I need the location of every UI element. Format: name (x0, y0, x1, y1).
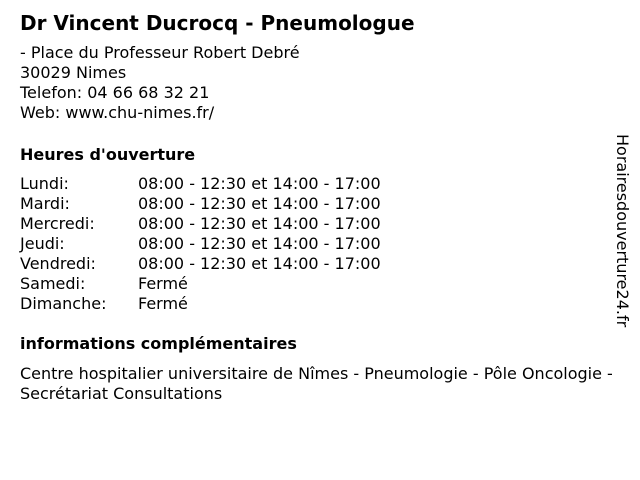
address-web: Web: www.chu-nimes.fr/ (20, 103, 215, 122)
hours-time: 08:00 - 12:30 et 14:00 - 17:00 (138, 174, 381, 193)
hours-day: Mardi: (20, 194, 70, 213)
info-text: Centre hospitalier universitaire de Nîmes - Pneumologie - Pôle Oncologie - Secrétariat Consultations (20, 364, 613, 403)
hours-row (20, 194, 381, 214)
hours-time: Fermé (138, 294, 188, 313)
hours-day: Vendredi: (20, 254, 96, 273)
watermark: Horairesdouverture24.fr (613, 134, 632, 328)
hours-day: Mercredi: (20, 214, 95, 233)
hours-time: 08:00 - 12:30 et 14:00 - 17:00 (138, 234, 381, 253)
hours-row (20, 214, 381, 234)
hours-day: Dimanche: (20, 294, 107, 313)
hours-day: Lundi: (20, 174, 69, 193)
address-street: - Place du Professeur Robert Debré (20, 43, 300, 62)
address-block (20, 43, 300, 123)
hours-time: 08:00 - 12:30 et 14:00 - 17:00 (138, 194, 381, 213)
hours-time: Fermé (138, 274, 188, 293)
hours-day: Jeudi: (20, 234, 65, 253)
address-city: 30029 Nimes (20, 63, 127, 82)
hours-row (20, 234, 381, 254)
page-title: Dr Vincent Ducrocq - Pneumologue (20, 11, 415, 35)
hours-day: Samedi: (20, 274, 86, 293)
hours-row (20, 254, 381, 274)
info-heading: informations complémentaires (20, 334, 297, 353)
hours-row (20, 294, 381, 314)
hours-time: 08:00 - 12:30 et 14:00 - 17:00 (138, 214, 381, 233)
hours-time: 08:00 - 12:30 et 14:00 - 17:00 (138, 254, 381, 273)
address-phone: Telefon: 04 66 68 32 21 (20, 83, 210, 102)
hours-table (20, 174, 381, 314)
hours-row (20, 274, 381, 294)
hours-heading: Heures d'ouverture (20, 145, 196, 164)
hours-row (20, 174, 381, 194)
